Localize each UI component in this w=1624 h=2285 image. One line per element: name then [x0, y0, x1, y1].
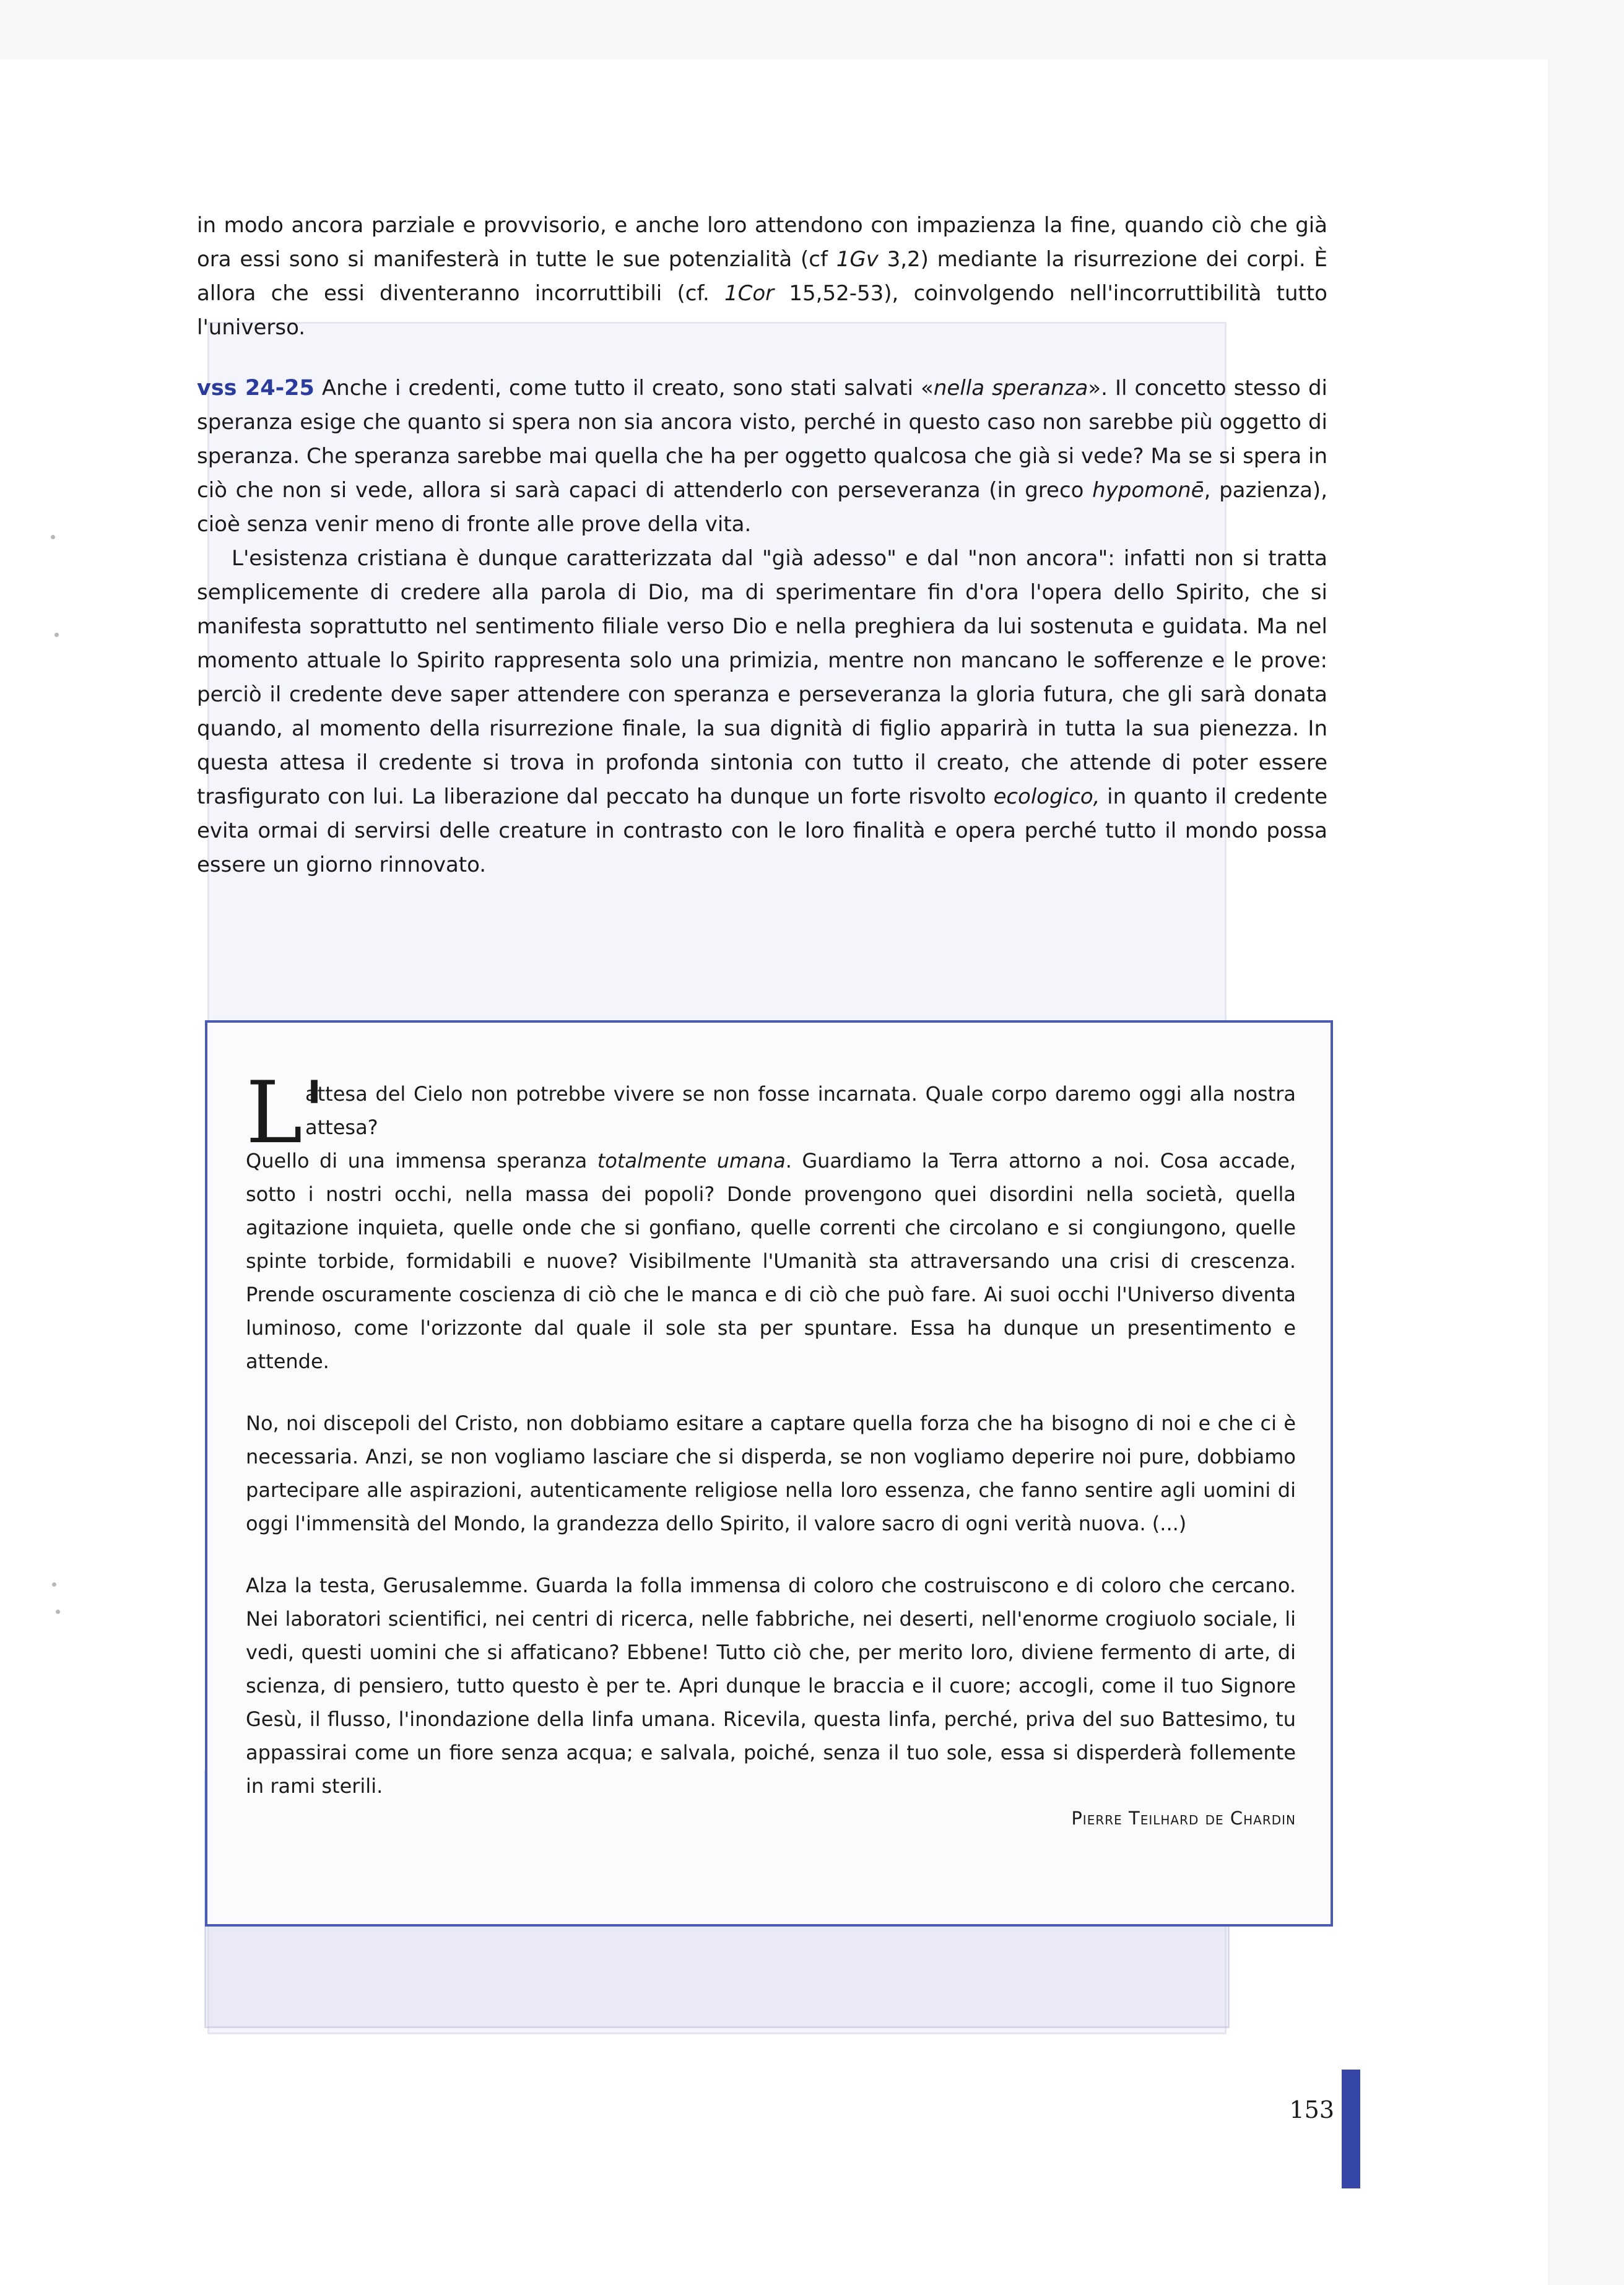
paper-speck	[52, 1582, 56, 1587]
paragraph-gap	[246, 1540, 1296, 1569]
quotation-box	[205, 1020, 1333, 1927]
verse-reference: vss 24-25	[197, 376, 315, 401]
paragraph	[197, 209, 1327, 345]
paragraph	[197, 542, 1327, 882]
text-run: , pazienza), cioè senza venir meno di fronte alle prove della vita.	[197, 478, 1327, 537]
quotation-paragraph	[246, 1144, 1296, 1378]
page-edge-tab	[1342, 2070, 1360, 2188]
scripture-reference: 1Cor	[724, 281, 775, 306]
text-run: ». Il concetto stesso di speranza esige che quanto si spera non sia ancora visto, perché in questo caso non sarebbe più oggetto di speranza. Che speranza sarebbe mai quella che ha per oggetto qualcosa che già si vede? Ma se si spera in ciò che non si vede, allora si sarà capaci di attenderlo con perseveranza (in greco	[197, 376, 1327, 503]
quotation-paragraph: Alza la testa, Gerusalemme. Guarda la folla immensa di coloro che costruiscono e di coloro che cercano. Nei laboratori scientifici, nei centri di ricerca, nelle fabbriche, nei deserti, nell'enorme crogiuolo sociale, li vedi, questi uomini che si affaticano? Ebbene! Tutto ciò che, per merito loro, diviene fermento di arte, di scienza, di pensiero, tutto questo è per te. Apri dunque le braccia e il cuore; accogli, come il tuo Signore Gesù, il flusso, l'inondazione della linfa umana. Ricevila, questa linfa, perché, priva del suo Battesimo, tu appassirai come un fiore senza acqua; e salvala, poiché, senza il tuo sole, essa si disperderà follemente in rami sterili.	[246, 1574, 1296, 1798]
text-run: in modo ancora parziale e provvisorio, e anche loro attendono con impazienza la fine, quando ciò che già ora essi sono si manifesterà in tutte le sue potenzialità (cf	[197, 213, 1327, 272]
commentary-continuation	[197, 209, 1327, 348]
scripture-reference: 1Gv	[836, 247, 879, 272]
paragraph	[197, 371, 1327, 542]
page-number: 153	[1289, 2096, 1334, 2123]
paragraph-gap	[246, 1378, 1296, 1407]
paper-speck	[51, 535, 55, 539]
paper-speck	[54, 633, 59, 637]
text-run: Anche i credenti, come tutto il creato, sono stati salvati «	[314, 376, 934, 401]
greek-term: hypomonē	[1092, 478, 1204, 503]
emphasis: totalmente umana	[597, 1149, 786, 1173]
text-run: L'esistenza cristiana è dunque caratterizzata dal "già adesso" e dal "non ancora": infatti non si tratta semplicemente di credere alla parola di Dio, ma di sperimentare fin d'ora l'opera dello Spirito, che si manifesta soprattutto nel sentimento filiale verso Dio e nella preghiera da lui sostenuta e guidata. Ma nel momento attuale lo Spirito rappresenta solo una primizia, mentre non mancano le sofferenze e le prove: perciò il credente deve saper attendere con speranza e perseveranza la gloria futura, che gli sarà donata quando, al momento della risurrezione finale, la sua dignità di figlio apparirà in tutta la sua pienezza. In questa attesa il credente si trova in profonda sintonia con tutto il creato, che attende di poter essere trasfigurato con lui. La liberazione dal peccato ha dunque un forte risvolto	[197, 546, 1327, 809]
text-run: in quanto il credente evita ormai di servirsi delle creature in contrasto con le loro finalità e opera perché tutto il mondo possa essere un giorno rinnovato.	[197, 784, 1328, 877]
text-run: Quello di una immensa speranza	[246, 1149, 597, 1173]
opening-lines: attesa del Cielo non potrebbe vivere se non fosse incarnata. Quale corpo daremo oggi alla nostra attesa?	[305, 1082, 1296, 1139]
quotation-author: Pierre Teilhard de Chardin	[1071, 1808, 1296, 1829]
text-run: 3,2) mediante la risurrezione dei corpi. È allora che essi diventeranno incorruttibili (cf.	[197, 247, 1327, 306]
text-run: . Guardiamo la Terra attorno a noi. Cosa accade, sotto i nostri occhi, nella massa dei popoli? Donde provengono quei disordini nella società, quella agitazione inquieta, quelle onde che si gonfiano, quelle correnti che circolano e si congiungono, quelle spinte torbide, formidabili e nuove? Visibilmente l'Umanità sta attraversando una crisi di crescenza. Prende oscuramente coscienza di ciò che le manca e di ciò che può fare. Ai suoi occhi l'Universo diventa luminoso, come l'orizzonte dal quale il sole sta per spuntare. Essa ha dunque un presentimento e attende.	[246, 1149, 1296, 1373]
quotation-paragraph: No, noi discepoli del Cristo, non dobbiamo esitare a captare quella forza che ha bisogno di noi e che ci è necessaria. Anzi, se non vogliamo lasciare che si disperda, se non vogliamo deperire noi pure, dobbiamo partecipare alle aspirazioni, autenticamente religiose nella loro essenza, che fanno sentire agli uomini di oggi l'immensità del Mondo, la grandezza dello Spirito, il valore sacro di ogni verità nuova. (...)	[246, 1411, 1296, 1535]
drop-cap: L'	[246, 1063, 326, 1163]
quotation-text	[246, 1063, 1296, 1834]
paper-speck	[56, 1610, 60, 1614]
emphasis: nella speranza	[933, 376, 1088, 401]
emphasis: ecologico,	[993, 784, 1100, 809]
text-run: 15,52-53), coinvolgendo nell'incorruttibilità tutto l'universo.	[197, 281, 1327, 340]
commentary-verses-24-25	[197, 371, 1327, 966]
